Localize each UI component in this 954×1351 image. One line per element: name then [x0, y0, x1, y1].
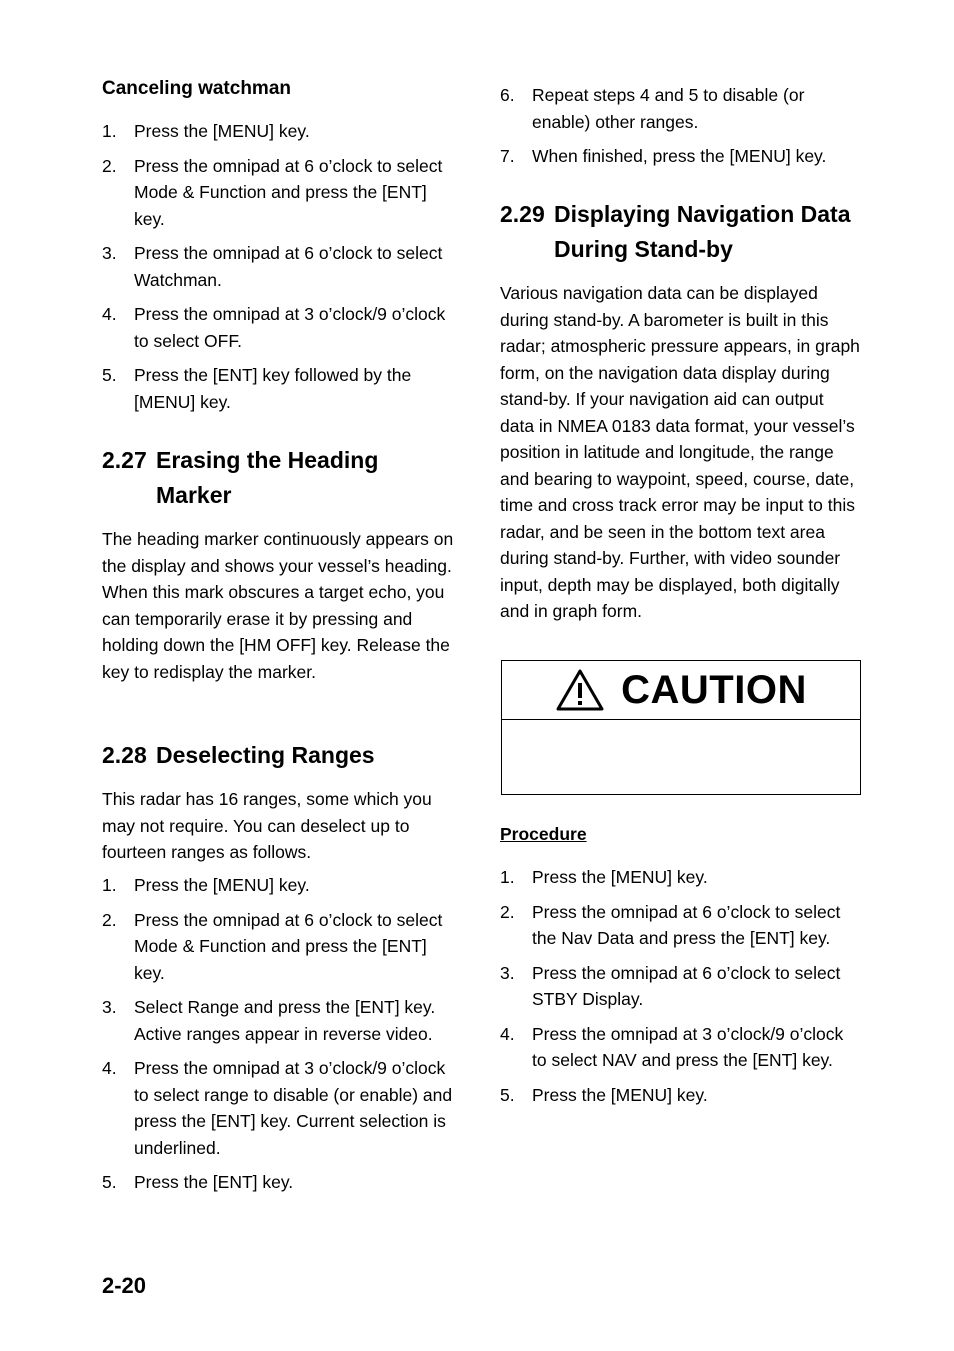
step-text: Press the omnipad at 3 o’clock/9 o’clock to select range to disable (or enable) and press the [ENT] key. Current selection is underlined.	[134, 1058, 453, 1158]
section-number: 2.28	[102, 742, 147, 768]
procedure-steps	[500, 864, 860, 1108]
step-text: Press the [MENU] key.	[134, 121, 310, 141]
list-item	[500, 960, 860, 1013]
step-text: Select Range and press the [ENT] key. Active ranges appear in reverse video.	[134, 997, 436, 1044]
step-text: Press the omnipad at 6 o’clock to select STBY Display.	[532, 962, 841, 1009]
list-item	[102, 153, 458, 233]
caution-label: CAUTION	[621, 667, 807, 712]
list-item	[102, 118, 458, 145]
list-item	[102, 362, 458, 415]
step-number: 1.	[102, 121, 117, 141]
step-text: Press the omnipad at 3 o’clock/9 o’clock to select OFF.	[134, 304, 446, 351]
section-2-28-body: This radar has 16 ranges, some which you may not require. You can deselect up to fourteen ranges as follows.	[102, 789, 432, 862]
deselect-range-steps-continued	[500, 82, 860, 170]
step-text: Press the [MENU] key.	[532, 867, 708, 887]
watchman-steps	[102, 118, 458, 415]
step-number: 2.	[102, 909, 117, 930]
list-item	[102, 1055, 458, 1161]
caution-box	[501, 660, 861, 795]
procedure-label: Procedure	[500, 824, 587, 844]
step-number: 1.	[500, 867, 515, 887]
list-item	[102, 1169, 458, 1196]
page-number: 2-20	[102, 1273, 147, 1298]
section-number: 2.29	[500, 201, 545, 227]
step-number: 1.	[102, 875, 117, 895]
step-text: Press the omnipad at 6 o’clock to select Mode & Function and press the [ENT] key.	[134, 909, 443, 983]
step-number: 3.	[102, 997, 117, 1017]
list-item	[500, 1082, 860, 1109]
step-number: 5.	[102, 365, 117, 385]
step-text: Press the [MENU] key.	[134, 875, 310, 895]
step-number: 4.	[102, 304, 117, 324]
step-number: 2.	[500, 901, 515, 922]
step-text: Press the omnipad at 6 o’clock to select Watchman.	[134, 243, 443, 290]
list-item	[102, 994, 458, 1047]
step-number: 4.	[102, 1058, 117, 1078]
section-2-27-heading	[102, 443, 458, 513]
section-2-27-body: The heading marker continuously appears on the display and shows your vessel’s heading. When this mark obscures a target echo, you can temporarily erase it by pressing and holding down the [HM OFF] key. Release the key to redisplay the marker.	[102, 529, 454, 682]
step-number: 5.	[500, 1084, 515, 1105]
section-title: Displaying Navigation Data During Stand-by	[554, 201, 851, 262]
step-text: Press the [ENT] key followed by the [MENU] key.	[134, 365, 412, 412]
section-title: Deselecting Ranges	[156, 742, 375, 768]
section-title: Erasing the Heading Marker	[156, 447, 379, 508]
step-number: 2.	[102, 155, 117, 176]
section-2-29-body: Various navigation data can be displayed during stand-by. A barometer is built in this radar; atmospheric pressure appears, in graph form, on the navigation data display during stand-by. If your navigation aid can output data in NMEA 0183 data format, your vessel’s position in latitude and longitude, the range and bearing to waypoint, speed, course, date, time and cross track error may be input to this radar, and be seen in the bottom text area during stand-by. Further, with video sounder input, depth may be displayed, both digitally and in graph form.	[500, 283, 860, 621]
list-item	[500, 1021, 860, 1074]
step-number: 3.	[102, 243, 117, 263]
list-item	[500, 864, 860, 891]
list-item	[102, 301, 458, 354]
warning-triangle-icon	[555, 668, 605, 712]
step-number: 4.	[500, 1023, 515, 1044]
section-number: 2.27	[102, 447, 147, 473]
section-2-29-heading	[500, 197, 860, 267]
list-item	[102, 907, 458, 987]
deselect-range-steps	[102, 872, 458, 1196]
step-text: When finished, press the [MENU] key.	[532, 146, 827, 166]
step-number: 7.	[500, 146, 515, 166]
list-item	[500, 899, 860, 952]
step-text: Repeat steps 4 and 5 to disable (or enable) other ranges.	[532, 85, 805, 132]
step-text: Press the omnipad at 6 o’clock to select Mode & Function and press the [ENT] key.	[134, 155, 443, 229]
canceling-watchman-heading: Canceling watchman	[102, 78, 291, 99]
step-number: 5.	[102, 1172, 117, 1192]
step-text: Press the [ENT] key.	[134, 1172, 294, 1192]
list-item	[500, 82, 860, 135]
step-number: 6.	[500, 85, 515, 105]
list-item	[102, 240, 458, 293]
step-text: Press the omnipad at 6 o’clock to select the Nav Data and press the [ENT] key.	[532, 901, 841, 948]
list-item	[102, 872, 458, 899]
list-item	[500, 143, 860, 170]
step-text: Press the omnipad at 3 o’clock/9 o’clock to select NAV and press the [ENT] key.	[532, 1023, 844, 1070]
section-2-28-heading	[102, 738, 458, 773]
step-text: Press the [MENU] key.	[532, 1084, 708, 1105]
step-number: 3.	[500, 962, 515, 983]
caution-header	[502, 661, 860, 720]
